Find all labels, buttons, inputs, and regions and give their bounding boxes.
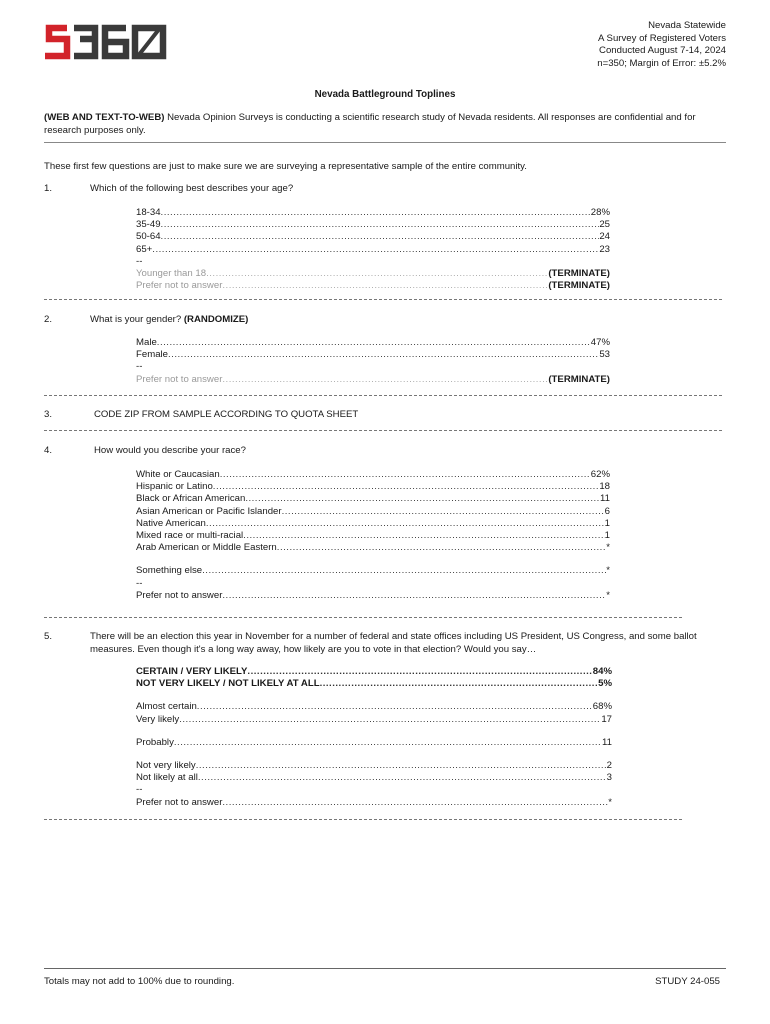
- option-row: Very likely ..... 17: [136, 714, 612, 726]
- divider: [44, 819, 682, 820]
- option-row: Not very likely ..... 2: [136, 760, 612, 772]
- question-text: Which of the following best describes your age?: [90, 183, 294, 194]
- intro-text: Nevada Opinion Surveys is conducting a scientific research study of Nevada residents. All responses are confidential and for research purposes only.: [44, 112, 696, 136]
- option-row: 50-64 ..... 24: [136, 231, 610, 243]
- document-title: Nevada Battleground Toplines: [314, 89, 456, 100]
- divider: [44, 299, 722, 300]
- divider: [44, 430, 722, 431]
- option-row: Prefer not to answer ..... *: [136, 797, 612, 809]
- q1-options: [136, 207, 610, 292]
- intro-mode: (WEB AND TEXT-TO-WEB): [44, 112, 165, 123]
- option-row: Native American ..... 1: [136, 518, 610, 530]
- option-row: Asian American or Pacific Islander ..... 6: [136, 506, 610, 518]
- question-number: 5.: [44, 631, 53, 642]
- question-number: 3.: [44, 409, 53, 420]
- option-row: Almost certain ..... 68%: [136, 701, 612, 713]
- option-row: Something else ..... *: [136, 565, 610, 577]
- q4-options: [136, 469, 610, 602]
- option-row: Black or African American ..... 11: [136, 493, 610, 505]
- excluded-option-row: Prefer not to answer ..... (TERMINATE): [136, 280, 610, 292]
- summary-row: CERTAIN / VERY LIKELY ..... 84%: [136, 666, 612, 678]
- option-row: Hispanic or Latino ..... 18: [136, 481, 610, 493]
- question-text: There will be an election this year in November for a number of federal and state offices including US President, US Congress, and some ballot measures. Even though it's a long way away, how likely are you to vote in that election? Would you say…: [90, 631, 697, 655]
- survey-dates: Conducted August 7-14, 2024: [599, 45, 726, 56]
- footer-divider: [44, 968, 726, 969]
- divider: [44, 142, 726, 143]
- q2-options: [136, 337, 610, 386]
- study-number: STUDY 24-055: [655, 976, 720, 987]
- survey-sample: n=350; Margin of Error: ±5.2%: [597, 57, 726, 69]
- question-number: 1.: [44, 183, 53, 194]
- option-row: Arab American or Middle Eastern ..... *: [136, 542, 610, 554]
- summary-row: NOT VERY LIKELY / NOT LIKELY AT ALL ..... 5%: [136, 678, 612, 690]
- option-row: Female ..... 53: [136, 349, 610, 361]
- q5-options: [136, 666, 612, 809]
- option-row: Mixed race or multi-racial ..... 1: [136, 530, 610, 542]
- option-row: Prefer not to answer ..... *: [136, 590, 610, 602]
- separator-dash: --: [136, 255, 143, 267]
- option-row: 65+ ..... 23: [136, 244, 610, 256]
- option-row: 35-49 ..... 25: [136, 219, 610, 231]
- survey-location: Nevada Statewide: [648, 20, 726, 31]
- option-row: White or Caucasian ..... 62%: [136, 469, 610, 481]
- question-number: 2.: [44, 314, 53, 325]
- excluded-option-row: Younger than 18 ..... (TERMINATE): [136, 268, 610, 280]
- lead-in-text: These first few questions are just to make sure we are surveying a representative sample of the entire community.: [44, 161, 527, 172]
- question-text: CODE ZIP FROM SAMPLE ACCORDING TO QUOTA SHEET: [94, 409, 359, 420]
- option-row: Not likely at all ..... 3: [136, 772, 612, 784]
- intro-paragraph: [44, 112, 726, 137]
- option-row: 18-34 ..... 28%: [136, 207, 610, 219]
- question-number: 4.: [44, 445, 53, 456]
- footer-note: Totals may not add to 100% due to rounding.: [44, 976, 235, 987]
- separator-dash: --: [136, 784, 143, 796]
- excluded-option-row: Prefer not to answer ..... (TERMINATE): [136, 374, 610, 386]
- separator-dash: --: [136, 361, 143, 373]
- survey-type: A Survey of Registered Voters: [598, 32, 726, 44]
- separator-dash: --: [136, 577, 143, 589]
- survey-info: [597, 20, 726, 70]
- divider: [44, 617, 682, 618]
- question-text: What is your gender?: [90, 314, 182, 325]
- option-row: Male ..... 47%: [136, 337, 610, 349]
- question-instruction: (RANDOMIZE): [181, 314, 249, 325]
- divider: [44, 395, 722, 396]
- question-text: How would you describe your race?: [94, 445, 246, 456]
- s360-logo: [42, 22, 168, 62]
- option-row: Probably ..... 11: [136, 737, 612, 749]
